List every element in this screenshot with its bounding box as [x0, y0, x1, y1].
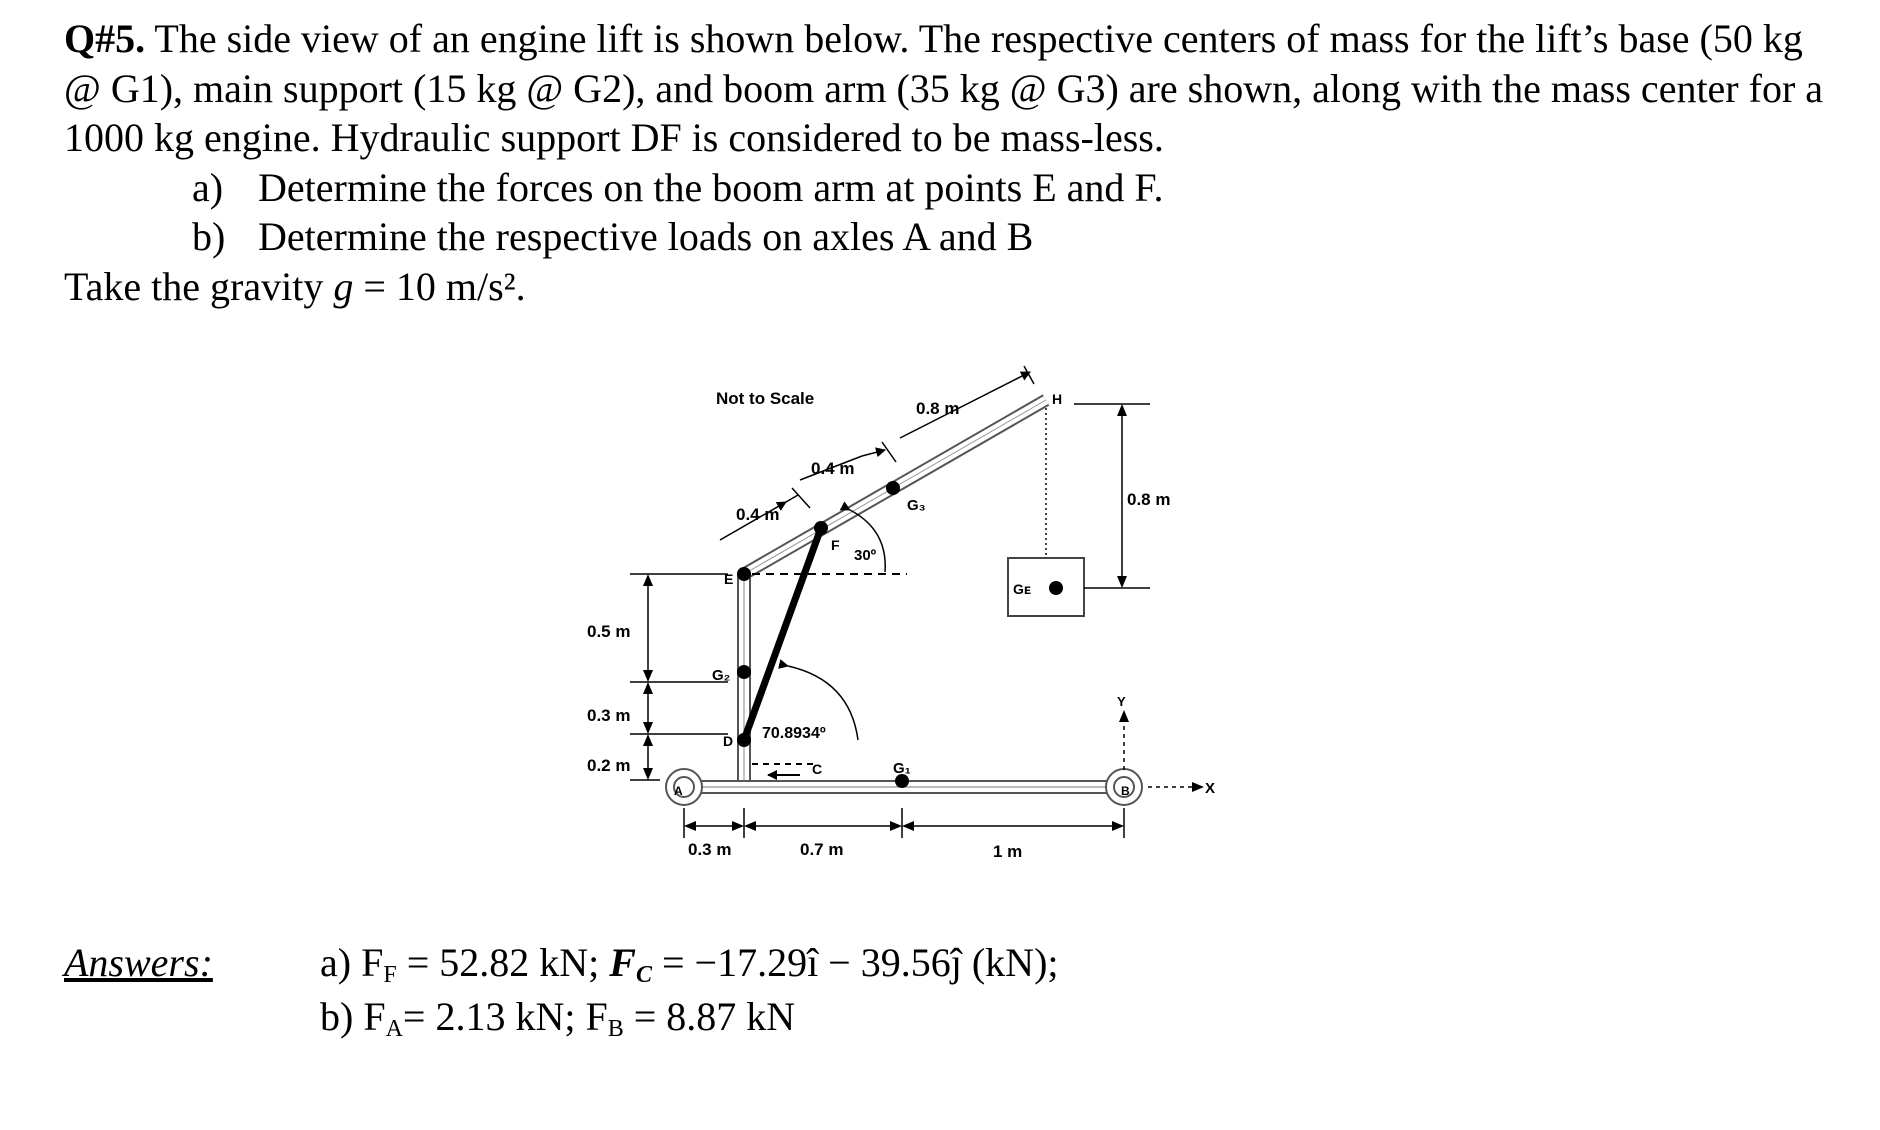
answer-b-sub-b: B — [607, 1016, 624, 1042]
point-ge — [1049, 581, 1063, 595]
question-intro-text: The side view of an engine lift is shown below. The respective centers of mass for the lift’s base (50 kg @ G1), main support (15 kg @ G2), and boom arm (35 kg @ G3) are shown, along with the mass center for a 1000 kg engine. Hydraulic support DF is considered to be mass-less. — [64, 16, 1824, 160]
label-g3: G₃ — [907, 497, 926, 514]
gravity-prefix: Take the gravity — [64, 263, 324, 309]
label-dim-08-right: 0.8 m — [1127, 490, 1171, 509]
label-g2: G₂ — [712, 667, 731, 684]
label-g1: G₁ — [893, 760, 911, 777]
point-g2 — [737, 665, 751, 679]
label-y-axis: Y — [1117, 694, 1126, 709]
gravity-value: = 10 m/s². — [363, 263, 526, 309]
answer-a-value: = 52.82 kN; — [396, 940, 610, 985]
label-dim-04-upper: 0.4 m — [811, 459, 855, 478]
label-angle-30: 30º — [854, 547, 877, 564]
label-not-to-scale: Not to Scale — [716, 389, 815, 408]
label-dim-04-lower: 0.4 m — [736, 505, 780, 524]
label-bottom-1: 1 m — [993, 842, 1023, 861]
answer-fc-symbol: F — [609, 940, 636, 985]
label-a: A — [674, 784, 683, 798]
label-bottom-03: 0.3 m — [688, 840, 732, 859]
answer-b — [320, 990, 795, 1056]
answer-fc-value: = −17.29î − 39.56ĵ (kN); — [651, 940, 1059, 985]
point-d — [737, 733, 751, 747]
answers-title: Answers: — [64, 940, 213, 985]
answer-fc-sub: C — [635, 962, 652, 988]
part-a-text: Determine the forces on the boom arm at points E and F. — [258, 164, 1164, 210]
wheel-a — [666, 769, 702, 805]
hydraulic-df — [744, 528, 821, 740]
label-x-axis: X — [1205, 780, 1216, 797]
answer-a-sub: F — [383, 962, 397, 988]
answer-b-value-b: = 8.87 kN — [623, 994, 796, 1039]
bottom-dims — [684, 808, 1124, 838]
label-dim-02: 0.2 m — [587, 756, 631, 775]
label-b: B — [1121, 784, 1130, 798]
answer-b-prefix: b) F — [320, 994, 386, 1039]
answer-b-value-a: = 2.13 kN; F — [402, 994, 608, 1039]
part-a-label: a) — [192, 164, 224, 210]
label-h: H — [1052, 391, 1063, 407]
label-d: D — [723, 733, 734, 749]
label-dim-03: 0.3 m — [587, 706, 631, 725]
label-dim-08-top: 0.8 m — [916, 399, 960, 418]
label-angle-70: 70.8934º — [762, 725, 826, 742]
part-b-label: b) — [192, 214, 226, 259]
part-b-text: Determine the respective loads on axles A and B — [258, 214, 1034, 259]
answer-a-prefix: a) F — [320, 940, 384, 985]
point-f — [814, 521, 828, 535]
gravity-variable: g — [333, 263, 354, 309]
label-bottom-07: 0.7 m — [800, 840, 844, 859]
question-label: Q#5. — [64, 16, 146, 61]
point-e — [737, 567, 751, 581]
label-f: F — [831, 537, 840, 553]
label-dim-05: 0.5 m — [587, 622, 631, 641]
answer-b-sub-a: A — [385, 1016, 403, 1042]
label-ge: Gᴇ — [1013, 581, 1031, 597]
point-g3 — [886, 481, 900, 495]
label-c: C — [812, 761, 823, 777]
label-e: E — [724, 571, 734, 587]
